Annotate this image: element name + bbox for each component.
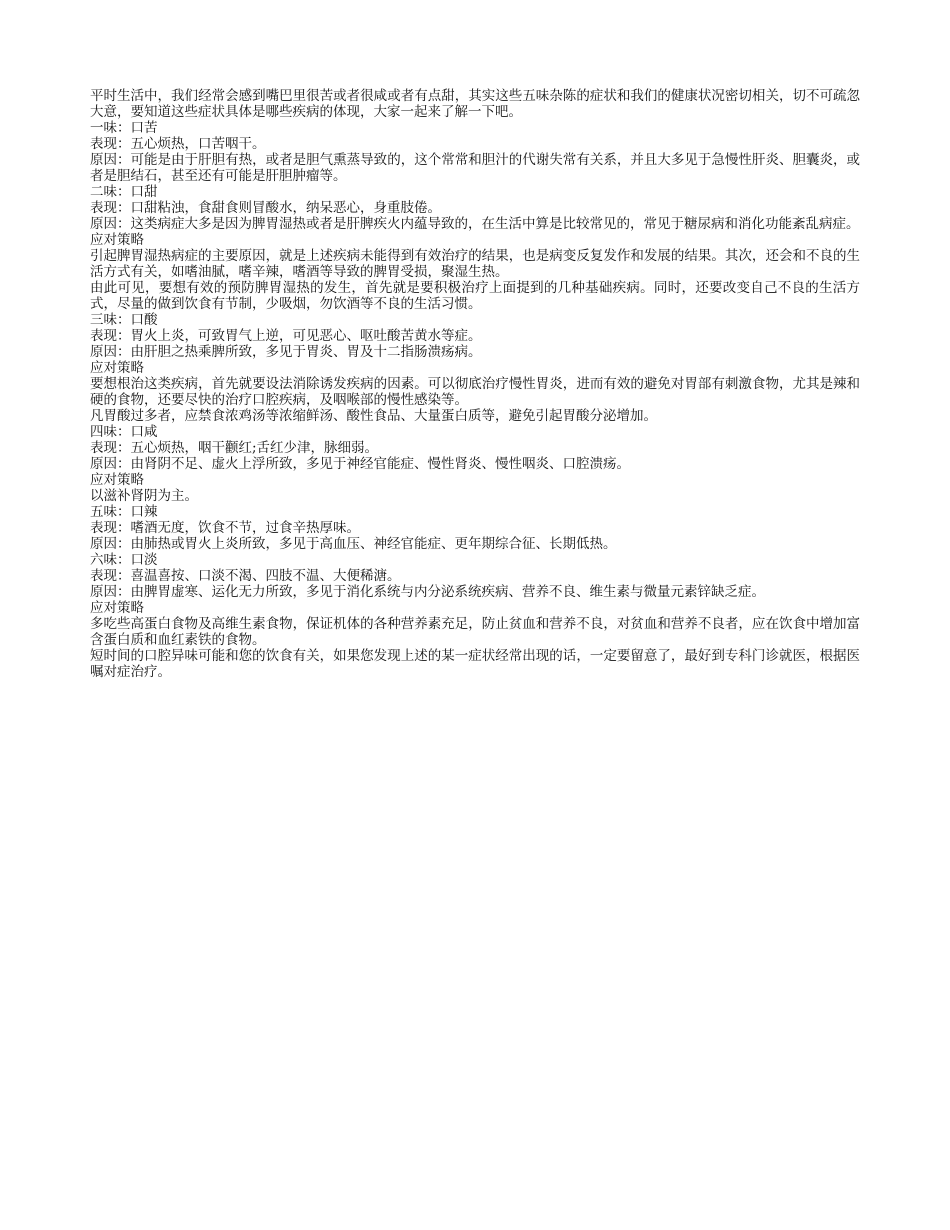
strategy-heading: 应对策略 xyxy=(90,360,144,376)
strategy-paragraph: 要想根治这类疾病，首先就要设法消除诱发疾病的因素。可以彻底治疗慢性胃炎，进而有效的避免对胃部有刺激食物，尤其是辣和硬的食物，还要尽快的治疗口腔疾病，及咽喉部的慢性感染等。 xyxy=(90,376,860,408)
section-heading-sour: 三味：口酸 xyxy=(90,312,158,328)
symptom-sweet: 表现：口甜粘浊，食甜食则冒酸水，纳呆恶心，身重肢倦。 xyxy=(90,200,441,216)
section-heading-sweet: 二味：口甜 xyxy=(90,184,158,200)
cause-sweet: 原因：这类病症大多是因为脾胃湿热或者是肝脾疾火内蕴导致的，在生活中算是比较常见的，常见于糖尿病和消化功能紊乱病症。 xyxy=(90,216,860,232)
strategy-heading: 应对策略 xyxy=(90,232,144,248)
closing-paragraph: 短时间的口腔异味可能和您的饮食有关，如果您发现上述的某一症状经常出现的话，一定要留意了，最好到专科门诊就医，根据医嘱对症治疗。 xyxy=(90,648,860,680)
intro-paragraph: 平时生活中，我们经常会感到嘴巴里很苦或者很咸或者有点甜，其实这些五味杂陈的症状和我们的健康状况密切相关，切不可疏忽大意，要知道这些症状具体是哪些疾病的体现，大家一起来了解一下吧。 xyxy=(90,88,860,120)
strategy-paragraph: 引起脾胃湿热病症的主要原因，就是上述疾病未能得到有效治疗的结果，也是病变反复发作和发展的结果。其次，还会和不良的生活方式有关，如嗜油腻，嗜辛辣，嗜酒等导致的脾胃受损，聚湿生热。 xyxy=(90,248,860,280)
strategy-paragraph: 多吃些高蛋白食物及高维生素食物，保证机体的各种营养素充足，防止贫血和营养不良，对贫血和营养不良者，应在饮食中增加富含蛋白质和血红素铁的食物。 xyxy=(90,616,860,648)
cause-salty: 原因：由肾阴不足、虚火上浮所致，多见于神经官能症、慢性肾炎、慢性咽炎、口腔溃疡。 xyxy=(90,456,630,472)
cause-bitter: 原因：可能是由于肝胆有热，或者是胆气熏蒸导致的，这个常常和胆汁的代谢失常有关系，并且大多见于急慢性肝炎、胆囊炎，或者是胆结石，甚至还有可能是肝胆肿瘤等。 xyxy=(90,152,860,184)
symptom-bitter: 表现：五心烦热，口苦咽干。 xyxy=(90,136,266,152)
section-heading-salty: 四味：口咸 xyxy=(90,424,158,440)
cause-spicy: 原因：由肺热或胃火上炎所致，多见于高血压、神经官能症、更年期综合征、长期低热。 xyxy=(90,536,617,552)
symptom-bland: 表现：喜温喜按、口淡不渴、四肢不温、大便稀溏。 xyxy=(90,568,401,584)
section-heading-spicy: 五味：口辣 xyxy=(90,504,158,520)
article-body xyxy=(90,88,860,680)
strategy-paragraph: 以滋补肾阴为主。 xyxy=(90,488,198,504)
section-heading-bland: 六味：口淡 xyxy=(90,552,158,568)
strategy-heading: 应对策略 xyxy=(90,600,144,616)
symptom-sour: 表现：胃火上炎，可致胃气上逆，可见恶心、呕吐酸苦黄水等症。 xyxy=(90,328,482,344)
strategy-heading: 应对策略 xyxy=(90,472,144,488)
symptom-spicy: 表现：嗜酒无度，饮食不节，过食辛热厚味。 xyxy=(90,520,360,536)
section-heading-bitter: 一味：口苦 xyxy=(90,120,158,136)
cause-bland: 原因：由脾胃虚寒、运化无力所致，多见于消化系统与内分泌系统疾病、营养不良、维生素与微量元素锌缺乏症。 xyxy=(90,584,765,600)
cause-sour: 原因：由肝胆之热乘脾所致，多见于胃炎、胃及十二指肠溃疡病。 xyxy=(90,344,482,360)
symptom-salty: 表现：五心烦热，咽干颧红;舌红少津，脉细弱。 xyxy=(90,440,379,456)
strategy-paragraph: 凡胃酸过多者，应禁食浓鸡汤等浓缩鲜汤、酸性食品、大量蛋白质等，避免引起胃酸分泌增加。 xyxy=(90,408,657,424)
strategy-paragraph: 由此可见，要想有效的预防脾胃湿热的发生，首先就是要积极治疗上面提到的几种基础疾病。同时，还要改变自己不良的生活方式，尽量的做到饮食有节制，少吸烟，勿饮酒等不良的生活习惯。 xyxy=(90,280,860,312)
